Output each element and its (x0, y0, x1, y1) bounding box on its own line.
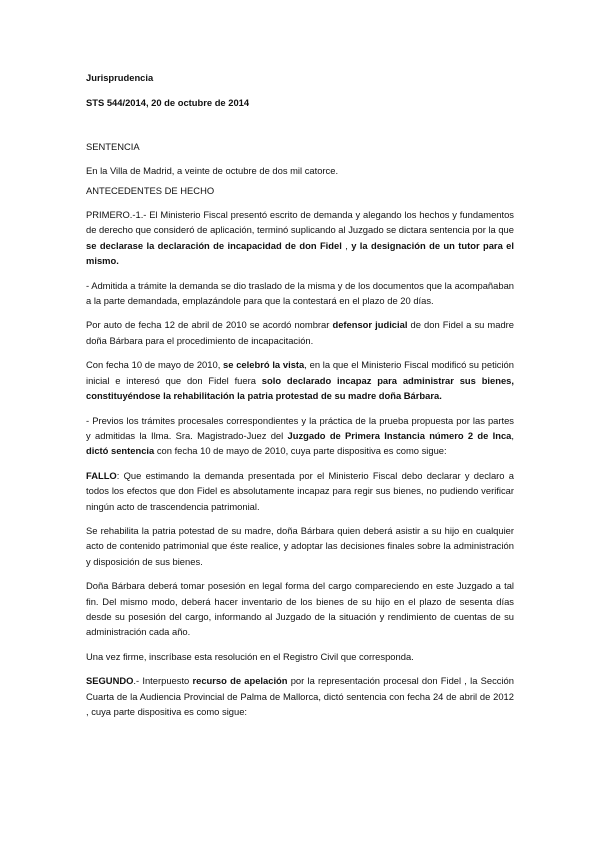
text-run: , en la que el Ministerio Fiscal modificó su petición inicial e interesó que don Fidel fuera (86, 359, 514, 386)
text-run: , (341, 239, 352, 251)
body-paragraph (86, 317, 514, 348)
text-run: Por auto de fecha 12 de abril de 2010 se acordó nombrar (86, 319, 333, 331)
text-run: - Previos los trámites procesales correspondientes y la práctica de la prueba propuesta por las partes y admitidas la Ilma. Sra. Magistrado-Juez del (86, 414, 514, 441)
bold-text-run: y la designación de un tutor para el mismo. (86, 239, 514, 267)
place-date-line: En la Villa de Madrid, a veinte de octubre de dos mil catorce. (86, 165, 339, 177)
bold-text-run: defensor judicial (332, 319, 408, 331)
bold-text-run: recurso de apelación (192, 675, 288, 687)
text-run: Con fecha 10 de mayo de 2010, (86, 359, 224, 371)
text-run: - Admitida a trámite la demanda se dio traslado de la misma y de los documentos que la acompañaban a la parte demandada, emplazándole para que la contestará en el plazo de 20 días. (86, 279, 514, 307)
bold-text-run: FALLO (86, 469, 117, 481)
text-run: Se rehabilita la patria potestad de su madre, doña Bárbara quien deberá asistir a su hijo en cualquier acto de contenido patrimonial que éste realice, y adoptar las decisiones finales sobre la administración y disposición de sus bienes. (86, 524, 514, 567)
body-paragraph (86, 207, 514, 269)
paragraph-list (86, 207, 514, 719)
bold-text-run: SEGUNDO (86, 675, 134, 687)
body-paragraph (86, 468, 514, 514)
body-paragraph (86, 413, 514, 459)
text-run: por la representación procesal don Fidel , la Sección Cuarta de la Audiencia Provincial de Palma de Mallorca, dictó sentencia con fecha 24 de abril de 2012 , cuya parte dispositiva es como sigue: (86, 675, 514, 717)
bold-text-run: dictó sentencia (86, 445, 155, 457)
text-run: de don Fidel a su madre doña Bárbara para el procedimiento de incapacitación. (86, 319, 514, 346)
document-title: SENTENCIA (86, 140, 140, 152)
body-paragraph (86, 673, 514, 719)
body-paragraph (86, 649, 514, 664)
text-run: , (511, 429, 514, 441)
text-run: con fecha 10 de mayo de 2010, cuya parte dispositiva es como sigue: (154, 445, 447, 457)
case-reference: STS 544/2014, 20 de octubre de 2014 (86, 97, 250, 109)
text-run: Una vez firme, inscríbase esta resolución en el Registro Civil que corresponda. (86, 650, 414, 662)
document-body (86, 70, 514, 719)
body-paragraph (86, 357, 514, 403)
text-run: PRIMERO.-1.- El Ministerio Fiscal presentó escrito de demanda y alegando los hechos y fundamentos de derecho que consideró de aplicación, terminó suplicando al Juzgado se dictara sentencia por la que (86, 209, 514, 236)
text-run: Doña Bárbara deberá tomar posesión en legal forma del cargo compareciendo en este Juzgado a tal fin. Del mismo modo, deberá hacer inventario de los bienes de su hijo en el plazo de sesenta días desde su posesión del cargo, informando al Juzgado de la situación y rendimiento de cuentas de su administración cada año. (86, 580, 514, 638)
bold-text-run: se declarase la declaración de incapacidad de don Fidel (86, 239, 342, 251)
body-paragraph (86, 278, 514, 309)
section-kicker: Jurisprudencia (86, 72, 154, 83)
bold-text-run: solo declarado incapaz para administrar sus bienes, constituyéndose la rehabilitación la patria protestad de su madre doña Bárbara. (86, 374, 515, 402)
section-heading: ANTECEDENTES DE HECHO (86, 184, 215, 196)
body-paragraph (86, 523, 514, 569)
body-paragraph (86, 578, 514, 640)
text-run: .- Interpuesto (133, 675, 193, 687)
bold-text-run: Juzgado de Primera Instancia número 2 de Inca (287, 429, 512, 441)
text-run: : Que estimando la demanda presentada por el Ministerio Fiscal debo declarar y declaro a todos los efectos que don Fidel es absolutamente incapaz para regir sus bienes, no pudiendo verificar ningún acto de trascendencia patrimonial. (86, 469, 514, 512)
bold-text-run: se celebró la vista (223, 359, 305, 371)
